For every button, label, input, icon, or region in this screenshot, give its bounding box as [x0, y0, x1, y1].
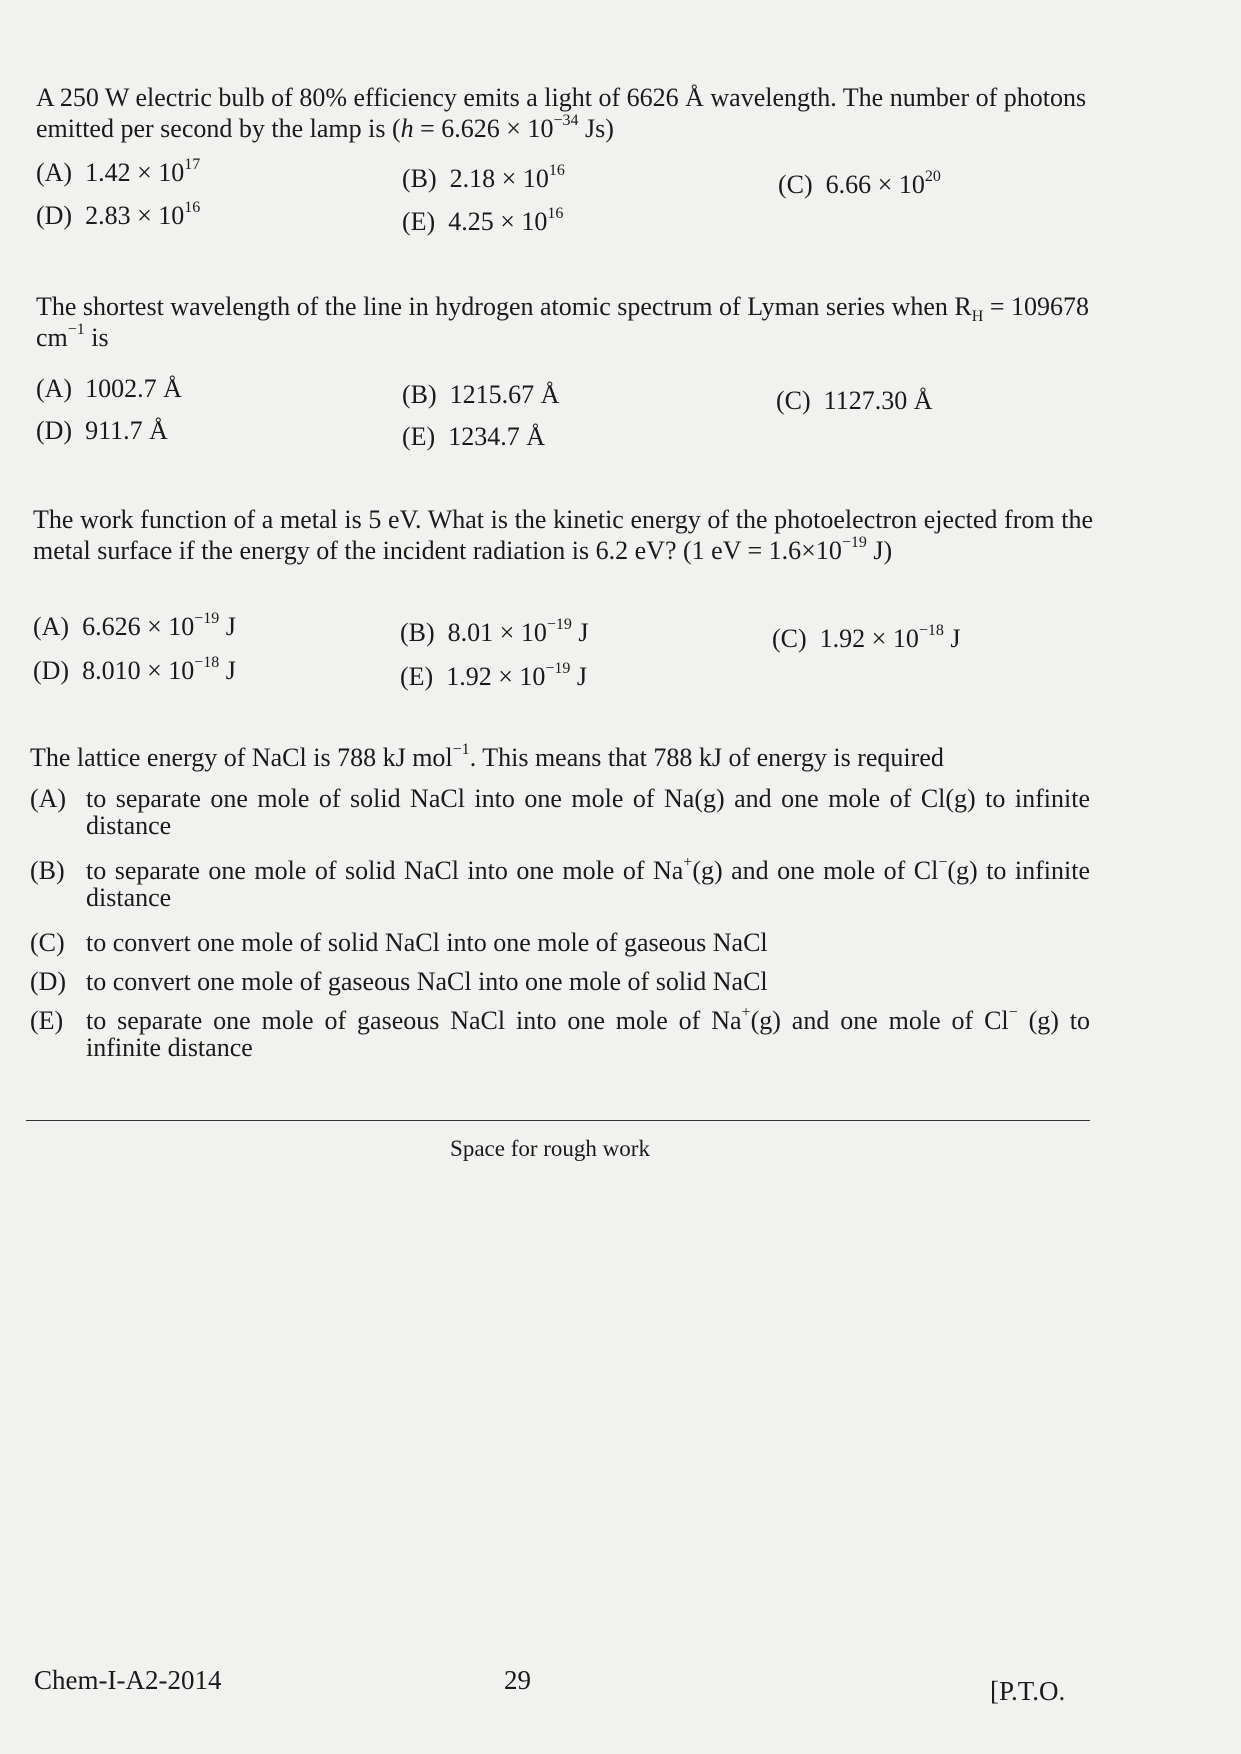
option-e: (E) to separate one mole of gaseous NaCl into one mole of Na+(g) and one mole of Cl− (g) to infinite distance	[30, 1004, 1091, 1062]
rough-work-label: Space for rough work	[450, 1136, 650, 1161]
question-stem: The work function of a metal is 5 eV. What is the kinetic energy of the photoelectron ejected from the metal surface if the energy of the incident radiation is 6.2 eV? (1 eV = $1.6\times 10^{-19}$ J)	[33, 505, 1093, 565]
option-d: (D) $2.83 \times 10^{16}$	[36, 199, 201, 230]
question-stem: The shortest wavelength of the line in hydrogen atomic spectrum of Lyman series when $R_H = 109678$ $cm^{-1}$ is	[36, 292, 1089, 352]
option-a: (A) $1.42 \times 10^{17}$	[36, 156, 201, 187]
question-3	[33, 504, 1093, 566]
option-e: (E) $4.25 \times 10^{16}$	[402, 205, 564, 236]
option-c: (C) $6.66 \times 10^{20}$	[778, 168, 941, 199]
option-b: (B) 1215.67 Å	[402, 380, 560, 409]
option-a: (A) 1002.7 Å	[36, 374, 182, 403]
question-2	[36, 291, 1096, 353]
option-b: (B) $8.01 \times 10^{-19}$ J	[400, 616, 589, 647]
option-e: (E) 1234.7 Å	[402, 422, 545, 451]
option-label: (A)	[30, 784, 67, 813]
option-text: to convert one mole of solid NaCl into one mole of gaseous NaCl	[86, 928, 768, 957]
option-label: (E)	[30, 1006, 64, 1035]
option-c	[30, 929, 1090, 956]
option-c: (C) $1.92 \times 10^{-18}$ J	[772, 622, 961, 653]
option-label: (C)	[30, 928, 65, 957]
option-d	[30, 968, 1090, 995]
option-c: (C) 1127.30 Å	[776, 386, 933, 415]
option-a: (A) $6.626 \times 10^{-19}$ J	[33, 610, 236, 641]
option-text: to convert one mole of gaseous NaCl into one mole of solid NaCl	[86, 967, 768, 996]
option-a	[30, 785, 1090, 839]
option-label: (B)	[30, 856, 65, 885]
pto-marker: [P.T.O.	[990, 1676, 1066, 1706]
option-b: (B) to separate one mole of solid NaCl into one mole of Na+(g) and one mole of Cl−(g) to infinite distance	[30, 854, 1090, 912]
question-1	[36, 82, 1096, 144]
divider-line	[26, 1120, 1090, 1121]
option-b: (B) $2.18 \times 10^{16}$	[402, 162, 565, 193]
exam-code: Chem-I-A2-2014	[34, 1665, 222, 1695]
option-e: (E) $1.92 \times 10^{-19}$ J	[400, 660, 588, 691]
option-label: (D)	[30, 967, 67, 996]
question-stem: A 250 W electric bulb of 80% efficiency emits a light of 6626 Å wavelength. The number of photons emitted per second by the lamp is ($h = 6.626 \times 10^{-34}$ Js)	[36, 83, 1087, 143]
option-d: (D) $8.010 \times 10^{-18}$ J	[33, 654, 236, 685]
option-text: to separate one mole of solid NaCl into one mole of Na(g) and one mole of Cl(g) to infinite distance	[86, 784, 1090, 840]
question-stem: The lattice energy of NaCl is 788 kJ mol$^{-1}$. This means that 788 kJ of energy is required	[30, 741, 944, 772]
option-d: (D) 911.7 Å	[36, 416, 168, 445]
page-number: 29	[504, 1665, 531, 1695]
question-4	[30, 742, 1090, 1061]
